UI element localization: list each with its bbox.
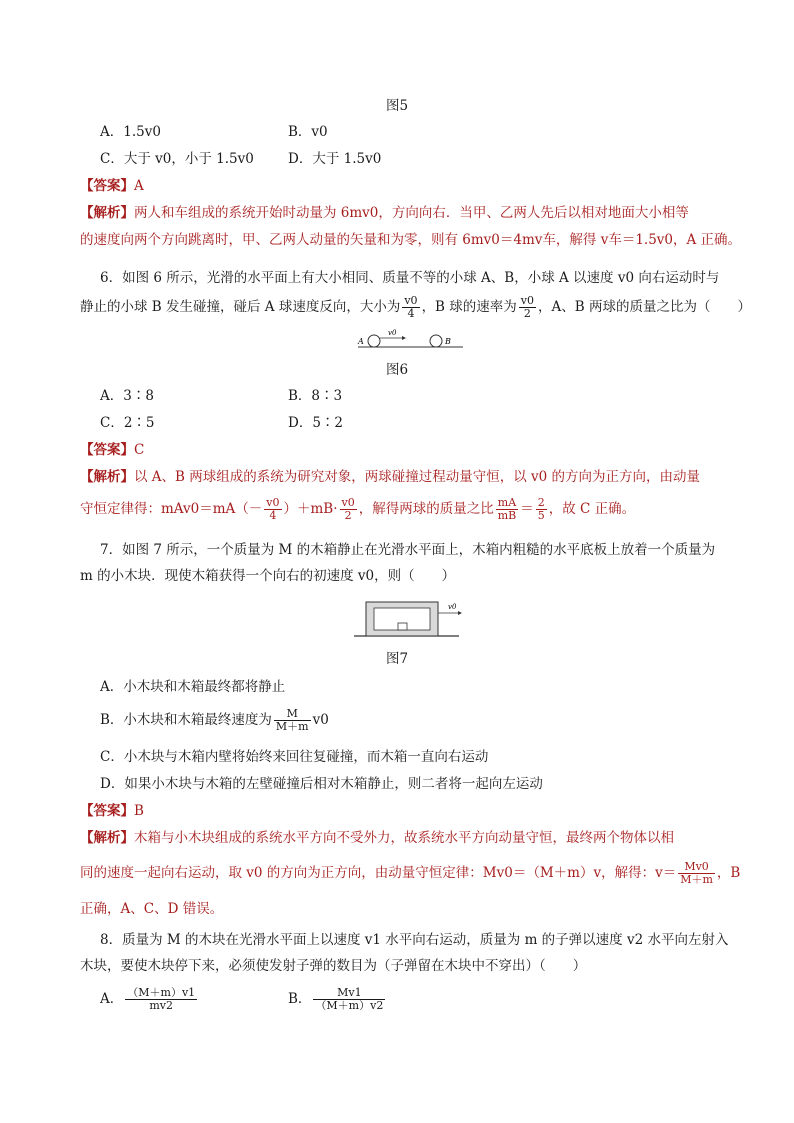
analysis-text-b: ，B xyxy=(716,865,741,881)
analysis-text-d: ＝ xyxy=(520,501,534,517)
analysis-fraction xyxy=(678,861,715,886)
analysis-text-b: ）＋mB· xyxy=(283,501,338,517)
figure-6-diagram xyxy=(358,330,468,352)
option-b-suffix: v0 xyxy=(312,712,329,728)
answer-value: B xyxy=(134,803,144,819)
fraction-denominator: 2 xyxy=(523,307,531,320)
q6-stem-line-1: 6．如图 6 所示，光滑的水平面上有大小相同、质量不等的小球 A、B，小球 A 以速度 v0 向右运动时与 xyxy=(100,270,720,286)
q6-option-d: D．5∶2 xyxy=(288,415,344,431)
fraction-denominator: mB xyxy=(497,509,517,522)
q7-option-a: A．小木块和木箱最终都将静止 xyxy=(100,679,286,695)
arrow-head-icon xyxy=(458,611,462,615)
q5-option-c: C．大于 v0，小于 1.5v0 xyxy=(100,151,254,167)
fraction-numerator: 2 xyxy=(537,496,545,509)
answer-label: 【答案】 xyxy=(80,178,134,194)
analysis-label: 【解析】 xyxy=(80,830,134,846)
answer-value: A xyxy=(134,178,144,194)
q5-option-b: B．v0 xyxy=(288,124,328,140)
q6-option-c: C．2∶5 xyxy=(100,415,155,431)
q7-option-c: C．小木块与木箱内壁将始终来回往复碰撞，而木箱一直向右运动 xyxy=(100,749,489,765)
q6-analysis-line-1 xyxy=(80,467,700,487)
analysis-text-e: ，故 C 正确。 xyxy=(548,501,636,517)
answer-label: 【答案】 xyxy=(80,442,134,458)
analysis-label: 【解析】 xyxy=(80,205,134,221)
fraction-numerator: v0 xyxy=(266,496,280,509)
analysis-fraction-v0-over-4 xyxy=(264,497,281,522)
q8-stem-line-2: 木块，要使木块停下来，必须使发射子弹的数目为（子弹留在木块中不穿出）（ ） xyxy=(80,958,587,974)
q5-answer xyxy=(80,176,144,196)
analysis-text-c: ，解得两球的质量之比 xyxy=(358,501,494,517)
velocity-label: v0 xyxy=(388,329,397,337)
option-a-label: A． xyxy=(100,991,124,1007)
option-b-label: B． xyxy=(288,991,312,1007)
figure-5-caption: 图5 xyxy=(385,98,409,114)
q7-option-b xyxy=(100,703,329,737)
fraction-denominator: 4 xyxy=(407,307,415,320)
analysis-fraction-v0-over-2 xyxy=(340,497,357,522)
q6-option-b: B．8∶3 xyxy=(288,388,343,404)
q7-stem-line-2: m 的小木块．现使木箱获得一个向右的初速度 v0，则（ ） xyxy=(80,568,456,584)
fraction-denominator: （M＋m）v2 xyxy=(315,999,384,1012)
fraction-numerator: Mv1 xyxy=(313,987,385,1000)
q6-stem-text-c: ，A、B 两球的质量之比为（ ） xyxy=(538,299,751,315)
q7-analysis-line-3: 正确，A、C、D 错误。 xyxy=(80,901,224,917)
q6-option-a: A．3∶8 xyxy=(100,388,154,404)
q5-analysis-line-1 xyxy=(80,203,689,223)
small-wooden-block xyxy=(398,623,407,630)
q5-option-a: A．1.5v0 xyxy=(100,124,161,140)
fraction-numerator: （M＋m）v1 xyxy=(127,986,196,999)
mass-ratio-fraction xyxy=(496,497,519,522)
q5-option-d: D．大于 1.5v0 xyxy=(288,151,382,167)
fraction-numerator: mA xyxy=(496,497,519,510)
q6-stem-line-2 xyxy=(80,292,751,322)
ball-b xyxy=(430,335,442,347)
q7-option-d: D．如果小木块与木箱的左壁碰撞后相对木箱静止，则二者将一起向左运动 xyxy=(100,776,543,792)
analysis-text: 以 A、B 两球组成的系统为研究对象，两球碰撞过程动量守恒，以 v0 的方向为正方向，由动量 xyxy=(134,469,701,485)
fraction-denominator: M＋m xyxy=(680,873,713,886)
q7-analysis-line-2 xyxy=(80,856,740,890)
q7-stem-line-1: 7．如图 7 所示，一个质量为 M 的木箱静止在光滑水平面上，木箱内粗糙的水平底板上放着一个质量为 xyxy=(100,542,716,558)
analysis-text: 木箱与小木块组成的系统水平方向不受外力，故系统水平方向动量守恒，最终两个物体以相 xyxy=(134,830,674,846)
fraction-denominator: 2 xyxy=(344,509,352,522)
q7-analysis-line-1 xyxy=(80,828,674,848)
fraction-denominator: mv2 xyxy=(149,999,174,1012)
q6-stem-text-a: 静止的小球 B 发生碰撞，碰后 A 球速度反向，大小为 xyxy=(80,299,401,315)
velocity-label: v0 xyxy=(448,603,457,611)
ball-a xyxy=(368,335,380,347)
fraction-numerator: M xyxy=(274,708,311,721)
ball-b-label: B xyxy=(445,337,451,346)
analysis-text-a: 守恒定律得：mAv0＝mA（－ xyxy=(80,501,263,517)
answer-value: C xyxy=(134,442,145,458)
q6-fraction-v0-over-4 xyxy=(402,295,419,320)
fraction-denominator: 4 xyxy=(269,509,277,522)
q6-stem-text-b: ，B 球的速率为 xyxy=(421,299,517,315)
fraction-numerator: Mv0 xyxy=(678,861,715,874)
figure-7-diagram xyxy=(354,596,464,640)
fraction-numerator: v0 xyxy=(341,496,355,509)
figure-6-caption: 图6 xyxy=(385,362,409,378)
q6-fraction-v0-over-2 xyxy=(519,295,536,320)
q6-answer xyxy=(80,440,144,460)
q6-analysis-line-2 xyxy=(80,494,635,524)
analysis-label: 【解析】 xyxy=(80,469,134,485)
answer-label: 【答案】 xyxy=(80,803,134,819)
q8-option-b xyxy=(288,982,387,1016)
result-fraction xyxy=(536,497,547,522)
analysis-text-a: 同的速度一起向右运动，取 v0 的方向为正方向，由动量守恒定律：Mv0＝（M＋m）v，解得：v＝ xyxy=(80,865,677,881)
fraction-numerator: v0 xyxy=(520,294,534,307)
fraction-denominator: M＋m xyxy=(275,720,309,733)
figure-7-caption: 图7 xyxy=(385,651,409,667)
analysis-text: 两人和车组成的系统开始时动量为 6mv0，方向向右．当甲、乙两人先后以相对地面大小相等 xyxy=(134,205,689,221)
option-a-fraction xyxy=(125,987,197,1012)
fraction-denominator: 5 xyxy=(537,509,545,522)
fraction-numerator: v0 xyxy=(404,294,418,307)
ball-a-label: A xyxy=(358,337,364,346)
option-b-fraction xyxy=(313,987,385,1012)
option-b-prefix: B．小木块和木箱最终速度为 xyxy=(100,712,272,728)
q8-option-a xyxy=(100,982,199,1016)
q8-stem-line-1: 8．质量为 M 的木块在光滑水平面上以速度 v1 水平向右运动，质量为 m 的子弹以速度 v2 水平向左射入 xyxy=(100,932,729,948)
q7-answer xyxy=(80,801,144,821)
option-b-fraction xyxy=(274,708,311,733)
q5-analysis-line-2: 的速度向两个方向跳离时，甲、乙两人动量的矢量和为零，则有 6mv0＝4mv车，解得 v车＝1.5v0，A 正确。 xyxy=(80,232,742,248)
arrow-head-icon xyxy=(402,336,406,340)
